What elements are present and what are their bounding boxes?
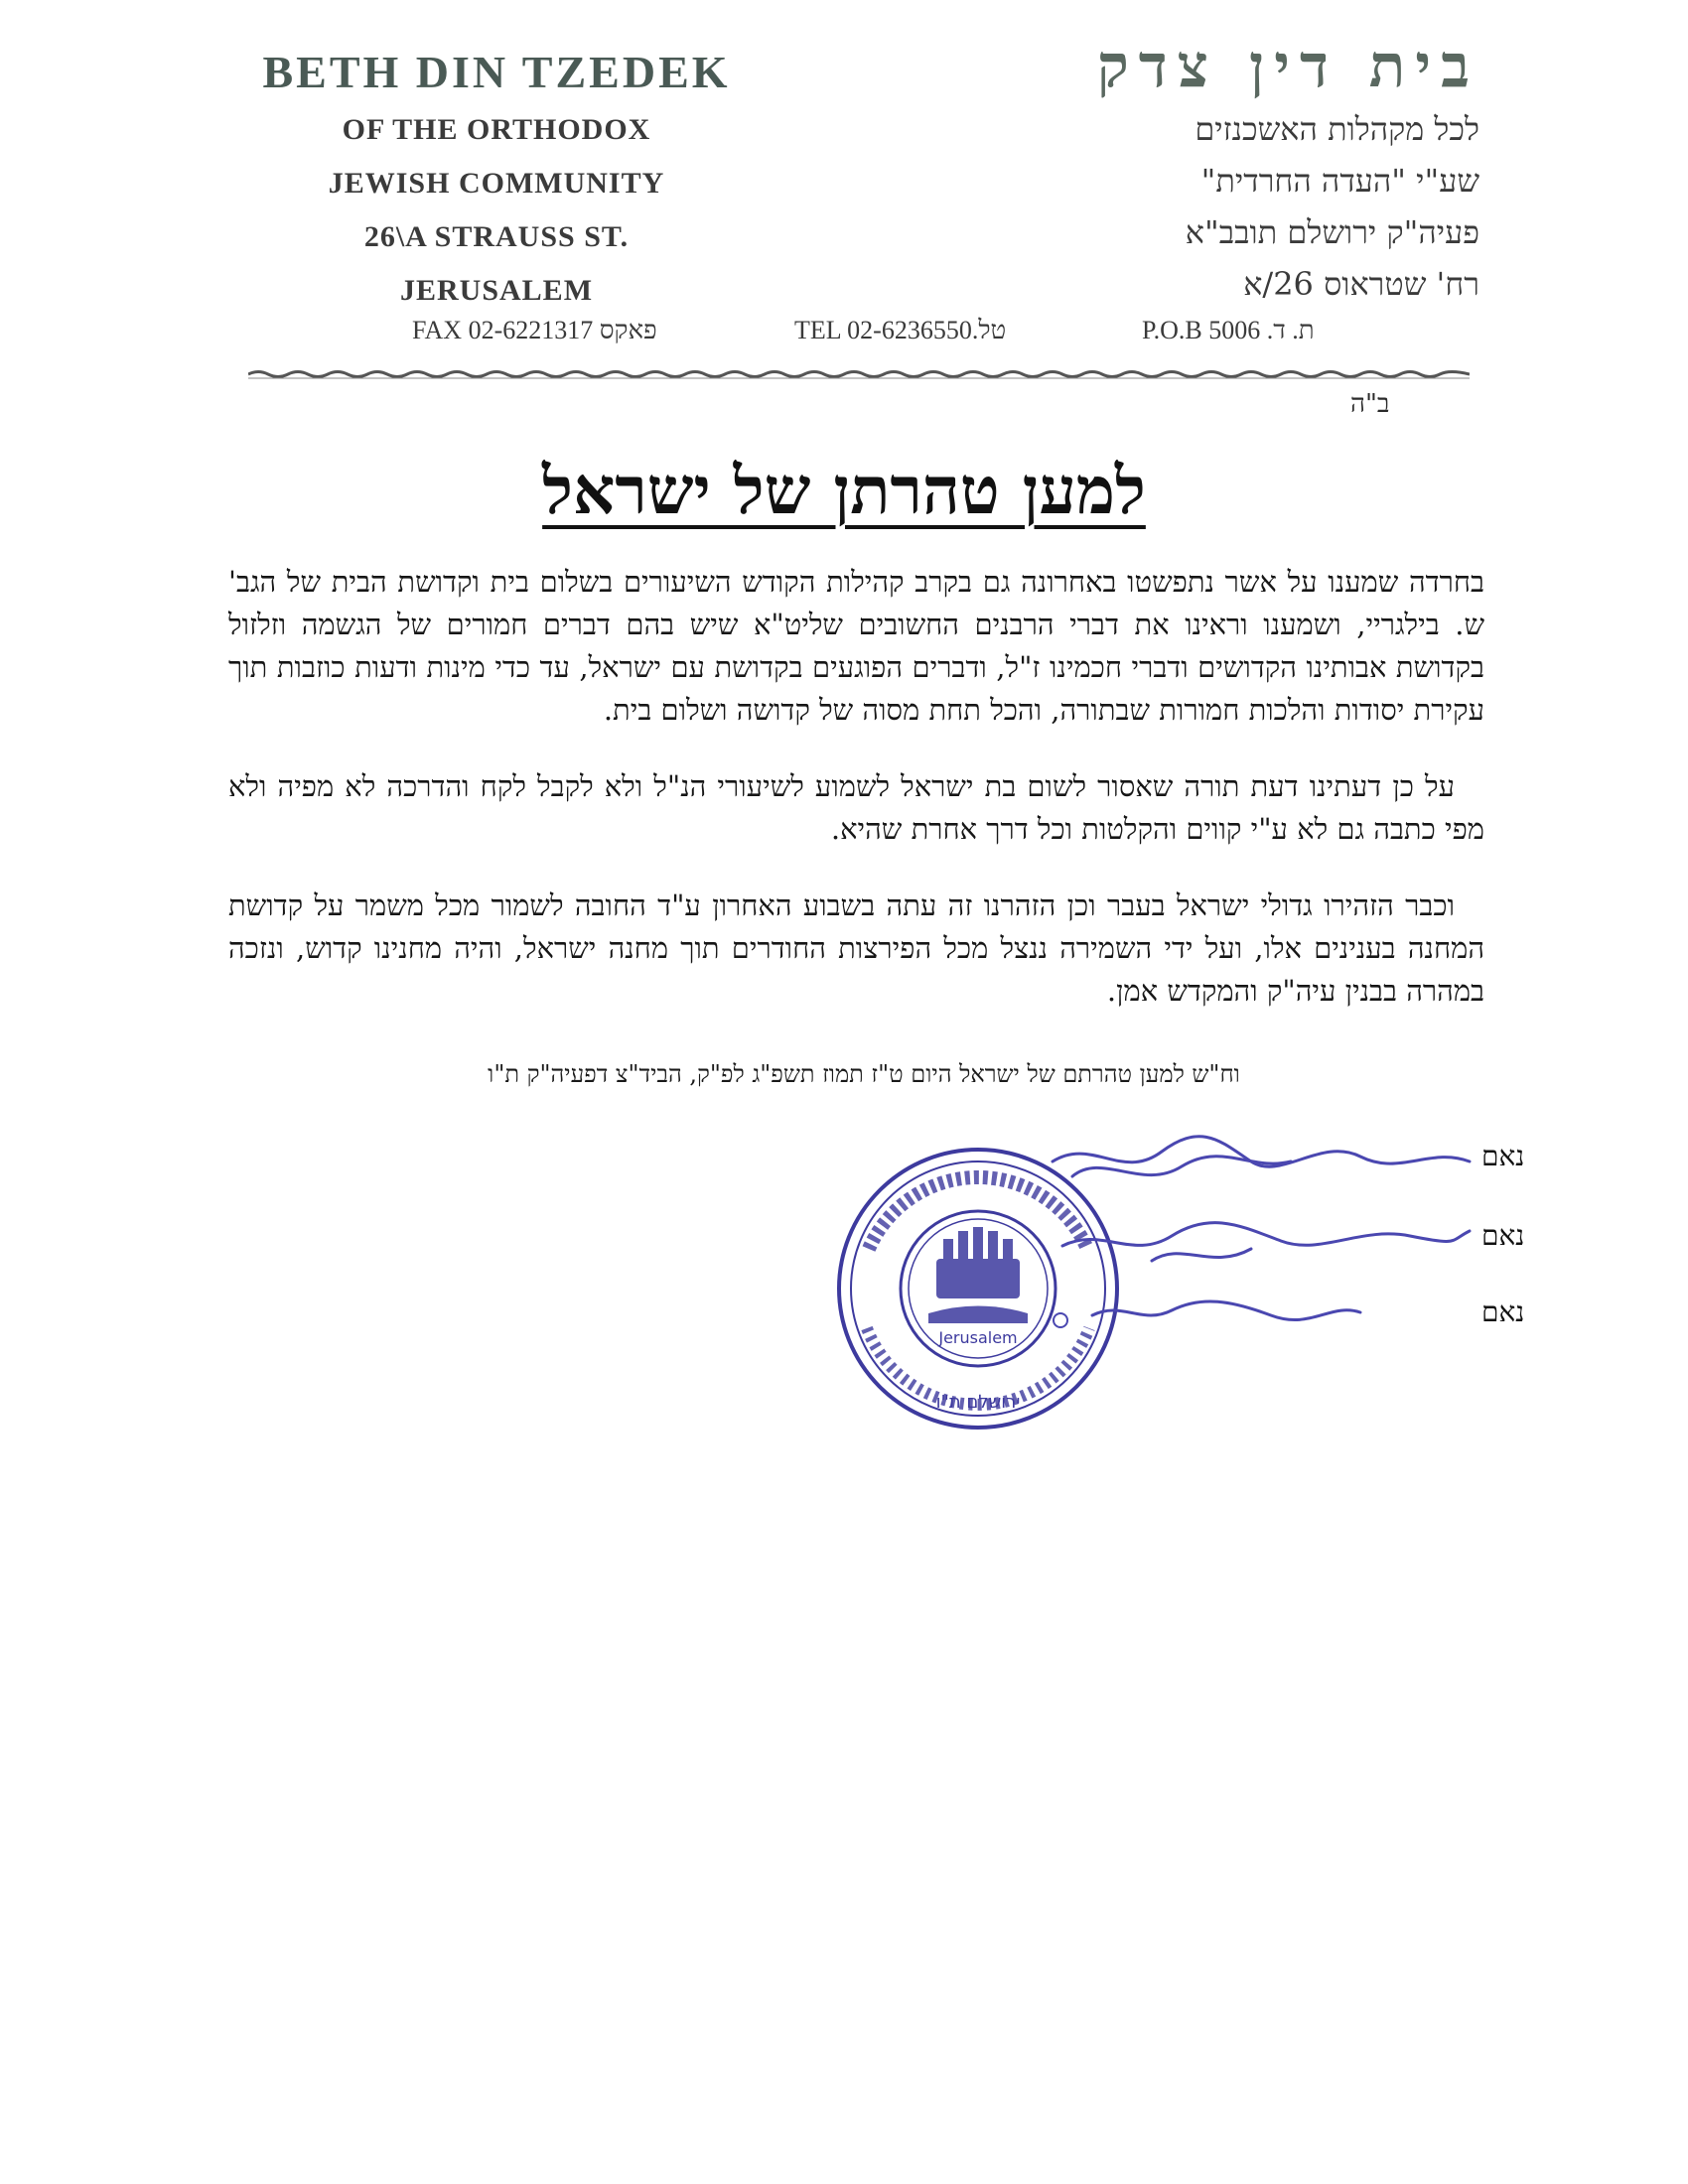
letter-body <box>228 561 1484 1046</box>
letterhead-english <box>228 42 765 318</box>
letterhead-hebrew-line: שע"י "העדה החרדית" <box>1200 162 1479 200</box>
letterhead-english-line: JEWISH COMMUNITY <box>328 167 665 200</box>
letterhead-english-line: OF THE ORTHODOX <box>342 113 651 146</box>
body-paragraph: וכבר הזהירו גדולי ישראל בעבר וכן הזהרנו זה עתה בשבוע האחרון ע"ד החובה לשמור מכל משמר על קדושת המחנה בענינים אלו, ועל ידי השמירה ננצל מכל הפירצות החודרים תוך מחנה ישראל, והיה מחנינו קדוש, ונזכה במהרה בבנין עיה"ק והמקדש אמן. <box>228 888 1484 1008</box>
page-title: למען טהרתן של ישראל <box>542 452 1146 529</box>
letterhead-divider <box>248 367 1470 381</box>
letterhead-english-line: 26\A STRAUSS ST. <box>363 220 630 253</box>
letterhead-hebrew-line: לכל מקהלות האשכנזים <box>1195 110 1479 148</box>
svg-text:ירושלם ת"ו: ירושלם ת"ו <box>935 1392 1021 1413</box>
letterhead-hebrew-line: רח' שטראוס 26/א <box>1243 265 1479 303</box>
contact-row <box>0 316 1688 355</box>
signature-label: נאם <box>1481 1140 1525 1172</box>
letterhead-hebrew-line: פעיה"ק ירושלם תובב"א <box>1185 213 1479 251</box>
body-paragraph: בחרדה שמענו על אשר נתפשטו באחרונה גם בקרב קהילות הקודש השיעורים בשלום בית וקדושת הבית של הגב' ש. בילגריי, ושמענו וראינו את דברי הרבנים החשובים שליט"א שיש בהם דברים חמורים של הגשמה וזלזול בקדושת אבותינו הקדושים ודברי חכמינו ז"ל, ודברים הפוגעים בקדושת עם ישראל, עד כדי מינות ודעות כוזבות תוך עקירת יסודות והלכות חמורות שבתורה, והכל תחת מסוה של קדושה ושלום בית. <box>228 565 1484 727</box>
letterhead-hebrew <box>1023 30 1479 310</box>
letterhead-english-name: BETH DIN TZEDEK <box>262 47 731 97</box>
handwritten-signatures <box>1033 1132 1489 1360</box>
bh-abbreviation: ב"ה <box>1350 389 1390 419</box>
letterhead-english-line: JERUSALEM <box>399 274 594 307</box>
signature-label: נאם <box>1481 1219 1525 1252</box>
letterhead-hebrew-name: בית דין צדק <box>1096 32 1479 101</box>
telephone-number: TEL 02-6236550.טל <box>794 316 1007 344</box>
po-box: P.O.B 5006 .ת. ד <box>1142 316 1315 344</box>
signoff-line: וח"ש למען טהרתם של ישראל היום ט"ז תמוז תשפ"ג לפ"ק, הביד"צ דפעיה"ק ת"ו <box>488 1060 1240 1088</box>
body-paragraph: על כן דעתינו דעת תורה שאסור לשום בת ישראל לשמוע לשיעורי הנ"ל ולא לקבל לקח והדרכה לא מפיה ולא מפי כתבה גם לא ע"י קווים והקלטות וכל דרך אחרת שהיא. <box>228 769 1484 846</box>
fax-number: FAX 02-6221317 פאקס <box>412 316 657 344</box>
signature-label: נאם <box>1481 1296 1525 1328</box>
svg-text:Jerusalem: Jerusalem <box>938 1328 1018 1347</box>
